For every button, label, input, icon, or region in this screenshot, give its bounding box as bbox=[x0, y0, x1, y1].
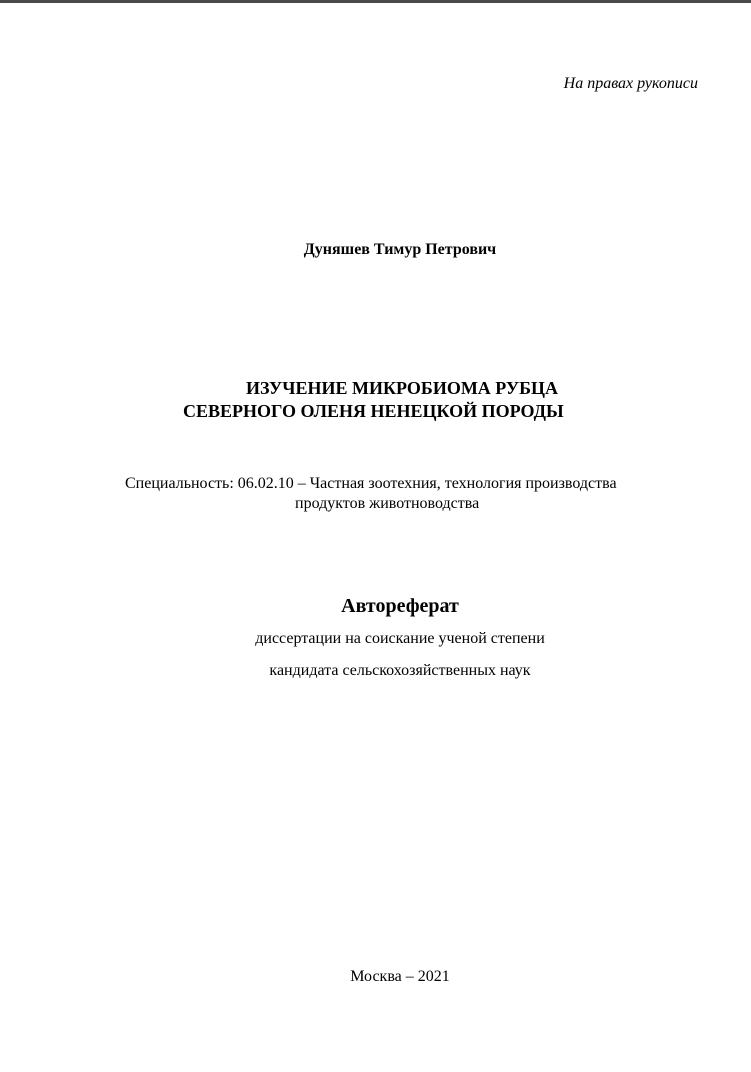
specialty-line-2: продуктов животноводства bbox=[295, 495, 480, 512]
degree-line-1: диссертации на соискание ученой степени bbox=[255, 630, 545, 647]
degree-line-2: кандидата сельскохозяйственных наук bbox=[269, 662, 531, 679]
abstract-heading: Автореферат bbox=[341, 595, 459, 617]
author-name: Дуняшев Тимур Петрович bbox=[303, 241, 497, 258]
thesis-title-line-1: ИЗУЧЕНИЕ МИКРОБИОМА РУБЦА bbox=[246, 378, 558, 398]
place-year: Москва – 2021 bbox=[350, 968, 450, 985]
thesis-title-line-2: СЕВЕРНОГО ОЛЕНЯ НЕНЕЦКОЙ ПОРОДЫ bbox=[183, 401, 564, 421]
specialty-line-1: Специальность: 06.02.10 – Частная зоотехния, технология производства bbox=[125, 475, 617, 492]
rights-note: На правах рукописи bbox=[563, 75, 698, 92]
